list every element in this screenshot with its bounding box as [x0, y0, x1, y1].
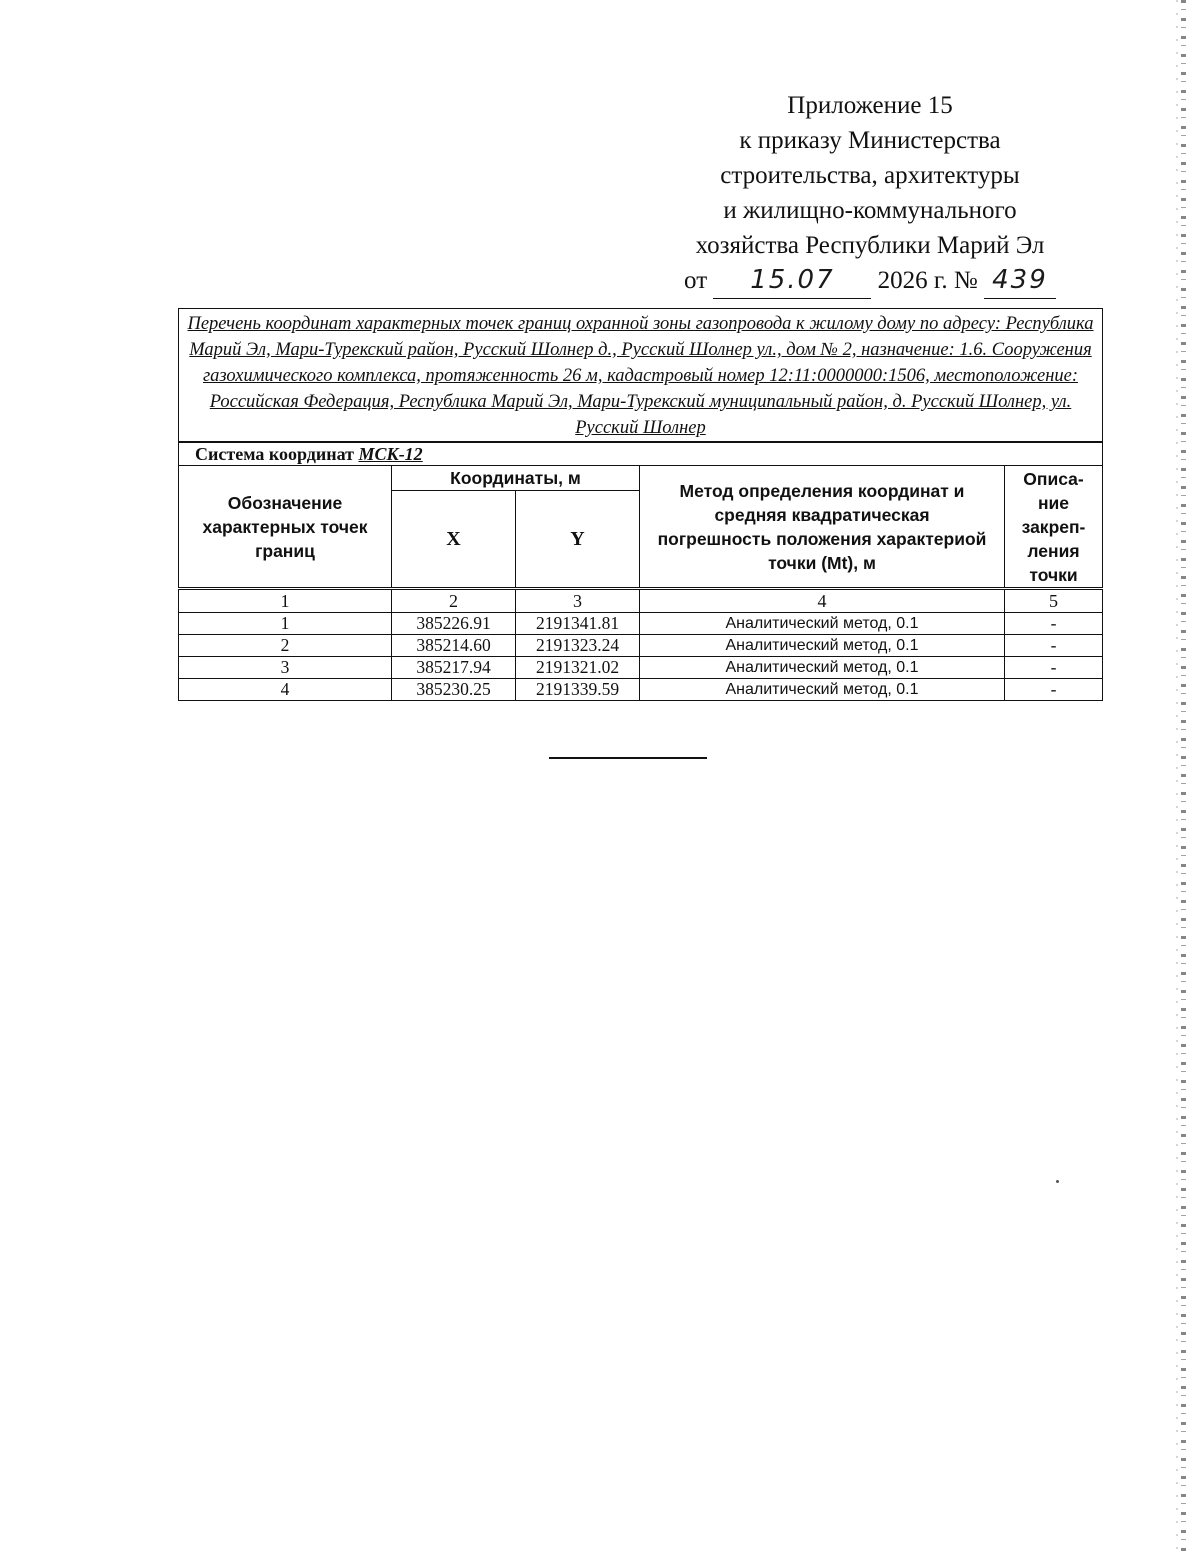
cell-method: Аналитический метод, 0.1	[640, 635, 1005, 657]
scan-edge-artifact	[1181, 0, 1186, 1553]
column-number: 3	[516, 589, 640, 613]
cell-point: 3	[179, 657, 392, 679]
cell-y: 2191341.81	[516, 613, 640, 635]
coordinate-system-row	[179, 442, 1103, 466]
appendix-line-order: к приказу Министерства	[739, 127, 1001, 154]
column-number: 2	[392, 589, 516, 613]
cell-x: 385226.91	[392, 613, 516, 635]
coordinate-system-value: МСК-12	[358, 444, 423, 464]
header-point: Обозначение характерных точек границ	[179, 466, 392, 589]
cell-description: -	[1005, 613, 1103, 635]
scan-speck	[1056, 1180, 1059, 1183]
column-number: 1	[179, 589, 392, 613]
date-field	[713, 263, 871, 299]
order-number-field	[984, 263, 1056, 299]
cell-y: 2191323.24	[516, 635, 640, 657]
cell-description: -	[1005, 679, 1103, 701]
from-label: от	[684, 267, 708, 294]
header-description: Описа-ние закреп-ления точки	[1005, 466, 1103, 589]
handwritten-date: 15.07	[750, 265, 835, 295]
cell-x: 385214.60	[392, 635, 516, 657]
appendix-title: Приложение 15	[787, 92, 953, 119]
cell-point: 4	[179, 679, 392, 701]
coordinates-table-wrapper	[178, 308, 1102, 701]
cell-method: Аналитический метод, 0.1	[640, 657, 1005, 679]
appendix-line-ministry: строительства, архитектуры	[720, 162, 1020, 189]
cell-y: 2191339.59	[516, 679, 640, 701]
cell-method: Аналитический метод, 0.1	[640, 679, 1005, 701]
cell-x: 385230.25	[392, 679, 516, 701]
cell-description: -	[1005, 657, 1103, 679]
end-of-document-rule	[549, 757, 707, 759]
header-method: Метод определения координат и средняя квадратическая погрешность положения характериой точки (Mt), м	[640, 466, 1005, 589]
cell-point: 2	[179, 635, 392, 657]
table-row	[179, 657, 1103, 679]
cell-point: 1	[179, 613, 392, 635]
handwritten-order-number: 439	[992, 265, 1048, 295]
table-row	[179, 679, 1103, 701]
appendix-line-republic: хозяйства Республики Марий Эл	[695, 232, 1045, 259]
cell-method: Аналитический метод, 0.1	[640, 613, 1005, 635]
year-number-label: 2026 г. №	[877, 267, 978, 294]
cell-y: 2191321.02	[516, 657, 640, 679]
header-x: X	[392, 491, 516, 589]
table-caption: Перечень координат характерных точек границ охранной зоны газопровода к жилому дому по адресу: Республика Марий Эл, Мари-Турекский район, Русский Шолнер д., Русский Шолнер ул., дом № 2, назначение: 1.6. Сооружения газохимического комплекса, протяженность 26 м, кадастровый номер 12:11:0000000:1506, местоположение: Российская Федерация, Республика Марий Эл, Мари-Турекский муниципальный район, д. Русский Шолнер, ул. Русский Шолнер	[179, 309, 1103, 443]
header-coordinates: Координаты, м	[392, 466, 640, 491]
column-number: 5	[1005, 589, 1103, 613]
appendix-line-housing: и жилищно-коммунального	[723, 197, 1017, 224]
scan-edge-artifact-secondary	[1176, 0, 1178, 1553]
coordinates-table	[178, 308, 1103, 701]
column-number-row	[179, 589, 1103, 613]
appendix-date-line	[660, 263, 1080, 299]
table-row	[179, 635, 1103, 657]
appendix-header	[660, 88, 1080, 299]
coordinate-system-label: Система координат	[195, 444, 354, 464]
column-number: 4	[640, 589, 1005, 613]
cell-description: -	[1005, 635, 1103, 657]
cell-x: 385217.94	[392, 657, 516, 679]
header-y: Y	[516, 491, 640, 589]
table-row	[179, 613, 1103, 635]
